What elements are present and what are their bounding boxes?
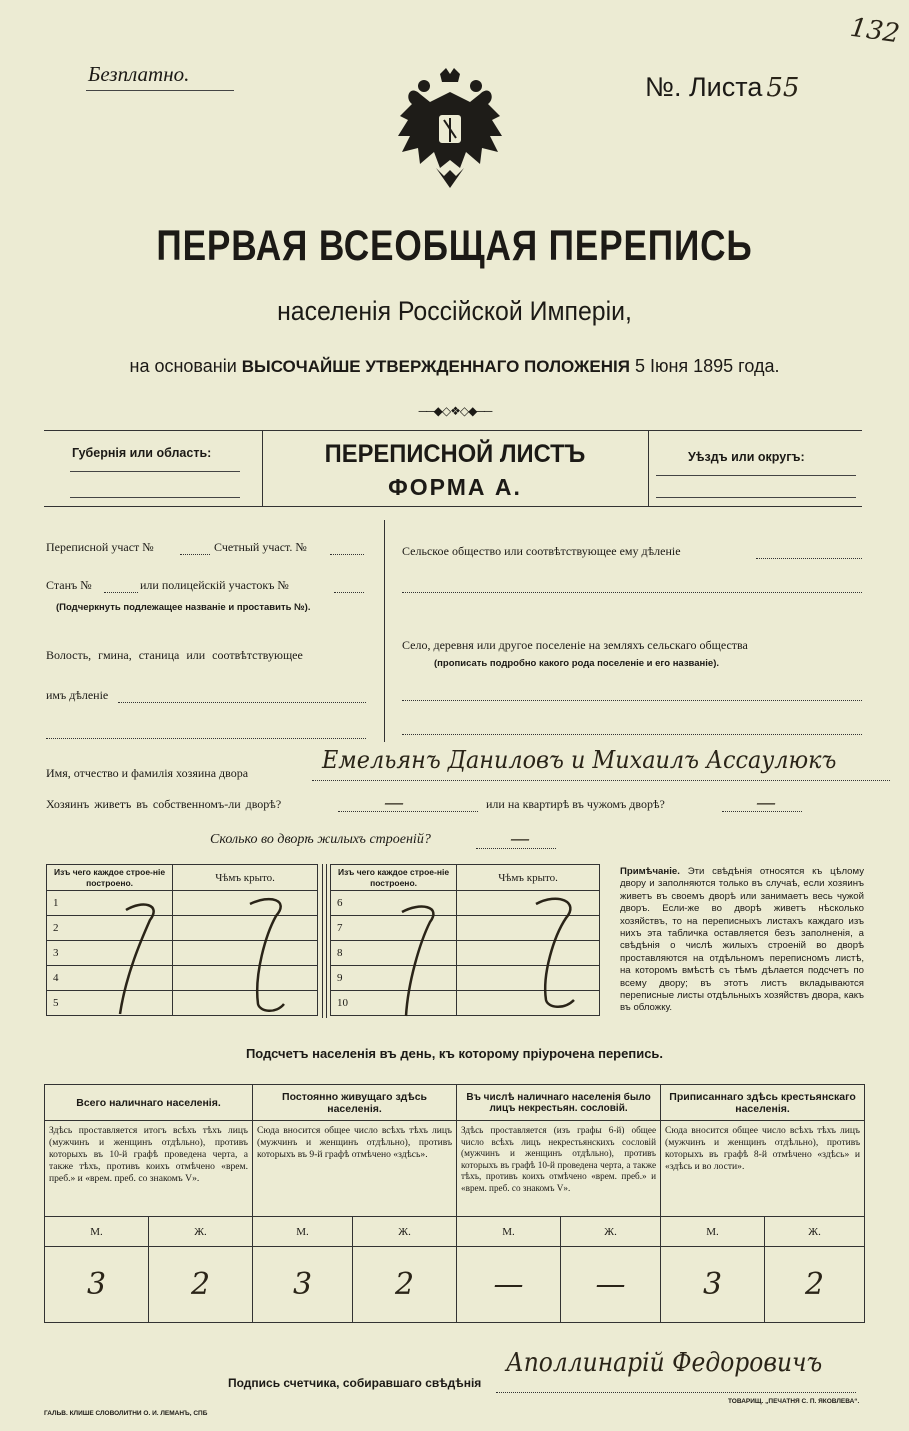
- registered-female-value: 2: [765, 1247, 865, 1323]
- signature-label: Подпись счетчика, собиравшаго свѣдѣнія: [228, 1376, 482, 1390]
- col-total-desc: Здѣсь проставляется итогъ всѣхъ тѣхъ лицъ (мужчинъ и женщинъ отдѣльно), противъ которыхъ въ 10-й графѣ проведена черта, а также тѣхъ, противъ коихъ отмѣчено «врем. преб.» и «врем. преб. со знакомъ V».: [45, 1121, 253, 1217]
- count-title: Подсчетъ населенія въ день, къ которому пріурочена перепись.: [245, 1046, 664, 1061]
- col-roof-header-2: Чѣмъ крыто.: [457, 865, 600, 891]
- own-yard-value: —: [384, 790, 404, 814]
- buildings-label: Сколько во дворѣ жилыхъ строеній?: [210, 832, 431, 847]
- population-count-table: [44, 1084, 865, 1323]
- col-non-peasant-header: Въ числѣ наличнаго населенія было лицъ некрестьян. сословій.: [457, 1085, 661, 1121]
- non-peasant-male-value: —: [457, 1247, 561, 1323]
- permanent-male-value: 3: [253, 1247, 353, 1323]
- col-roof-header: Чѣмъ крыто.: [173, 865, 318, 891]
- free-label: Безплатно.: [88, 62, 190, 86]
- form-title: ПЕРЕПИСНОЙ ЛИСТЪ: [324, 440, 586, 468]
- society-label: Сельское общество или соотвѣтствующее ему дѣленіе: [402, 544, 681, 558]
- village-label: Село, деревня или другое поселеніе на земляхъ сельскаго общества: [402, 638, 748, 652]
- row-number: 10: [331, 991, 457, 1016]
- handwritten-strokes: [46, 864, 602, 1020]
- basis-line: на основаніи ВЫСОЧАЙШЕ УТВЕРЖДЕННАГО ПОЛОЖЕНІЯ 5 Іюня 1895 года.: [129, 356, 780, 376]
- col-registered-header: Приписаннаго здѣсь крестьянскаго населенія.: [661, 1085, 865, 1121]
- row-number: 4: [47, 966, 173, 991]
- sheet-number-value: 55: [766, 73, 800, 103]
- male-label: М.: [253, 1217, 353, 1247]
- province-label: Губернія или область:: [72, 446, 212, 460]
- male-label: М.: [457, 1217, 561, 1247]
- sheet-number-label: №. Листа 55: [645, 72, 800, 103]
- form-subtitle: ФОРМА А.: [388, 474, 522, 500]
- volost-label-2: имъ дѣленіе: [46, 688, 109, 702]
- district-label: Уѣздъ или округъ:: [688, 450, 805, 464]
- female-label: Ж.: [353, 1217, 457, 1247]
- row-number: 3: [47, 941, 173, 966]
- ornament-divider: ──◆◇❖◇◆──: [418, 404, 492, 418]
- volost-label: Волость, гмина, станица или соотвѣтствующее: [46, 648, 303, 662]
- row-number: 6: [331, 891, 457, 916]
- owner-name-label: Имя, отчество и фамилія хозяина двора: [46, 766, 249, 780]
- buildings-value: —: [510, 826, 530, 850]
- non-peasant-female-value: —: [561, 1247, 661, 1323]
- col-built-header-2: Изъ чего каждое строе-ніе построено.: [331, 865, 457, 891]
- row-number: 9: [331, 966, 457, 991]
- row-number: 7: [331, 916, 457, 941]
- male-label: М.: [45, 1217, 149, 1247]
- rent-value: —: [756, 790, 776, 814]
- page-number: 132: [848, 12, 902, 50]
- underline-note: (Подчеркнуть подлежащее названіе и проставить №).: [56, 602, 311, 613]
- stan-label: Станъ №: [46, 578, 92, 592]
- total-male-value: 3: [45, 1247, 149, 1323]
- registered-male-value: 3: [661, 1247, 765, 1323]
- col-non-peasant-desc: Здѣсь проставляется (изъ графы 6-й) общее число всѣхъ лицъ некрестьянскихъ сословій (мужчинъ и женщинъ отдѣльно), противъ которыхъ въ графѣ 10-й проведена черта, а также тѣхъ, противъ коихъ отмѣчено «врем. преб.» и «врем. преб. со знакомъ V».: [457, 1121, 661, 1217]
- police-label: или полицейскій участокъ №: [140, 578, 289, 592]
- printer-right: ТОВАРИЩ. „ПЕЧАТНЯ С. П. ЯКОВЛЕВА“.: [728, 1398, 860, 1405]
- village-note: (прописать подробно какого рода поселеніе и его названіе).: [434, 658, 720, 669]
- permanent-female-value: 2: [353, 1247, 457, 1323]
- count-district-label: Счетный участ. №: [214, 540, 307, 554]
- row-number: 2: [47, 916, 173, 941]
- printer-left: ГАЛЬВ. КЛИШЕ СЛОВОЛИТНИ О. И. ЛЕМАНЪ, СПБ: [44, 1410, 208, 1417]
- col-built-header: Изъ чего каждое строе-ніе построено.: [47, 865, 173, 891]
- col-permanent-desc: Сюда вносится общее число всѣхъ тѣхъ лицъ (мужчинъ и женщинъ отдѣльно), противъ которыхъ въ 9-й графѣ отмѣчено «здѣсь».: [253, 1121, 457, 1217]
- female-label: Ж.: [149, 1217, 253, 1247]
- subtitle: населенія Россійской Имперіи,: [277, 296, 632, 326]
- census-district-label: Переписной участ №: [46, 540, 154, 554]
- male-label: М.: [661, 1217, 765, 1247]
- row-number: 1: [47, 891, 173, 916]
- note-text: Примѣчаніе. Эти свѣдѣнія относятся къ цѣлому двору и заполняются только въ случаѣ, если хозяинъ живетъ въ своемъ дворѣ или занимаетъ весь чужой дворъ. Если-же во дворѣ живетъ нѣсколько хозяйствъ, то на переписныхъ листахъ каждаго изъ нихъ эта табличка оставляется безъ заполненія, а свѣдѣнія о числѣ жилыхъ строеній во дворѣ проставляются на отдѣльномъ переписномъ листѣ, на которомъ вмѣстѣ съ тѣмъ дѣлается подсчетъ по всему двору; въ этотъ листъ вкладываются переписные листы отдѣльныхъ хозяйствъ двора, какъ въ обложку.: [620, 866, 865, 1014]
- col-registered-desc: Сюда вносится общее число всѣхъ тѣхъ лицъ (мужчинъ и женщинъ отдѣльно), противъ которыхъ въ графѣ 8-й отмѣчено «здѣсь» и «здѣсь и во лости».: [661, 1121, 865, 1217]
- double-headed-eagle-emblem: [390, 64, 510, 204]
- row-number: 5: [47, 991, 173, 1016]
- col-total-header: Всего наличнаго населенія.: [45, 1085, 253, 1121]
- female-label: Ж.: [765, 1217, 865, 1247]
- female-label: Ж.: [561, 1217, 661, 1247]
- owner-name-value: Емельянъ Даниловъ и Михаилъ Ассаулюкъ: [322, 746, 837, 774]
- main-title: ПЕРВАЯ ВСЕОБЩАЯ ПЕРЕПИСЬ: [156, 222, 753, 270]
- col-permanent-header: Постоянно живущаго здѣсь населенія.: [253, 1085, 457, 1121]
- row-number: 8: [331, 941, 457, 966]
- total-female-value: 2: [149, 1247, 253, 1323]
- signature-value: Аполлинарій Федоровичъ: [506, 1348, 823, 1378]
- rent-label: или на квартирѣ въ чужомъ дворѣ?: [486, 797, 665, 811]
- own-yard-label: Хозяинъ живетъ въ собственномъ-ли дворѣ?: [46, 797, 282, 811]
